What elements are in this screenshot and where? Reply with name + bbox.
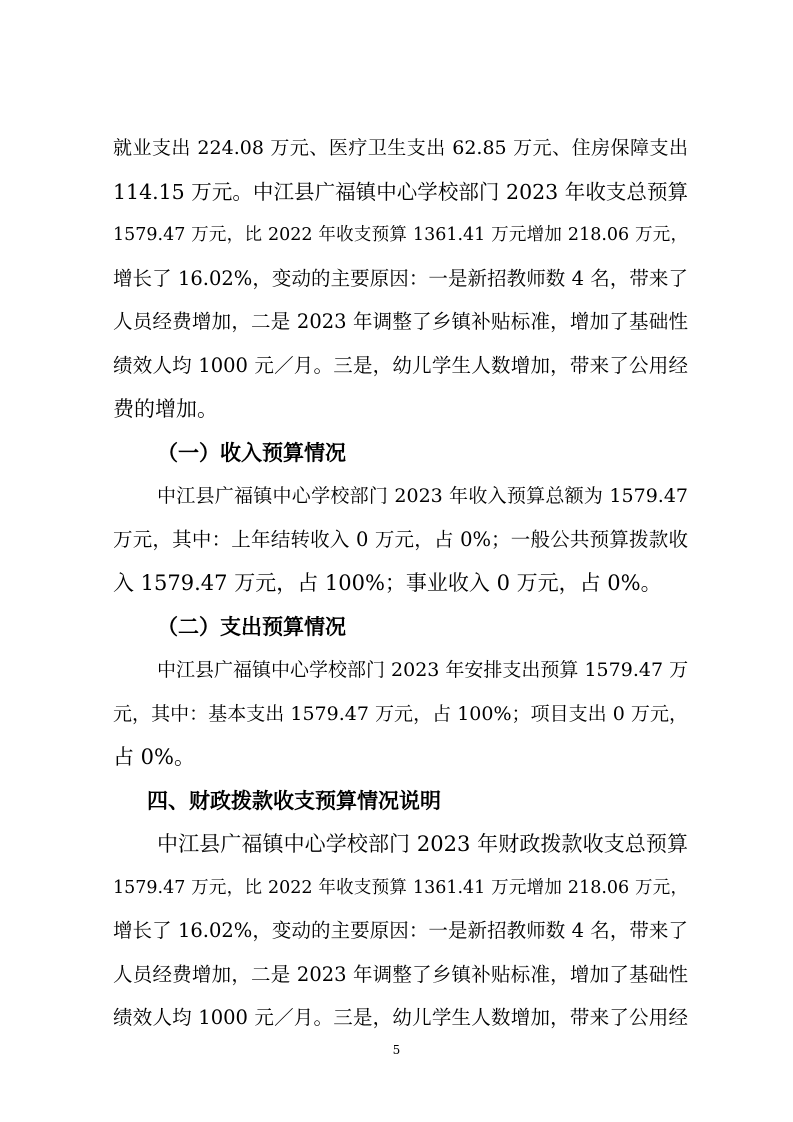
fiscal-line-5: 绩效人均 1000 元／月。三是，幼儿学生人数增加，带来了公用经 [113,1006,688,1029]
income-heading: （一）收入预算情况 [157,440,346,465]
intro-line-4: 增长了 16.02%，变动的主要原因：一是新招教师数 4 名，带来了 [113,267,688,290]
page-number: 5 [392,1043,401,1057]
expense-heading: （二）支出预算情况 [157,614,346,639]
fiscal-line-1: 中江县广福镇中心学校部门 2023 年财政拨款收支总预算 [157,832,688,856]
fiscal-line-2: 1579.47 万元，比 2022 年收支预算 1361.41 万元增加 218.06 万元， [113,878,688,898]
intro-line-5: 人员经费增加，二是 2023 年调整了乡镇补贴标准，增加了基础性 [113,310,688,333]
intro-line-1: 就业支出 224.08 万元、医疗卫生支出 62.85 万元、住房保障支出 [113,137,688,159]
intro-line-7: 费的增加。 [113,397,218,421]
income-line-2: 万元，其中：上年结转收入 0 万元，占 0%；一般公共预算拨款收 [113,528,688,551]
expense-line-1: 中江县广福镇中心学校部门 2023 年安排支出预算 1579.47 万 [157,659,689,681]
fiscal-heading: 四、财政拨款收支预算情况说明 [147,788,441,813]
expense-line-3: 占 0%。 [113,745,195,769]
expense-line-2: 元，其中：基本支出 1579.47 万元，占 100%；项目支出 0 万元， [113,703,688,725]
intro-line-6: 绩效人均 1000 元／月。三是，幼儿学生人数增加，带来了公用经 [113,354,688,377]
fiscal-line-4: 人员经费增加，二是 2023 年调整了乡镇补贴标准，增加了基础性 [113,963,688,986]
income-line-1: 中江县广福镇中心学校部门 2023 年收入预算总额为 1579.47 [157,485,688,507]
intro-line-2: 114.15 万元。中江县广福镇中心学校部门 2023 年收支总预算 [113,180,688,204]
income-line-3: 入 1579.47 万元，占 100%；事业收入 0 万元，占 0%。 [113,571,662,595]
intro-line-3: 1579.47 万元，比 2022 年收支预算 1361.41 万元增加 218.06 万元， [113,225,688,245]
fiscal-line-3: 增长了 16.02%，变动的主要原因：一是新招教师数 4 名，带来了 [113,919,688,942]
